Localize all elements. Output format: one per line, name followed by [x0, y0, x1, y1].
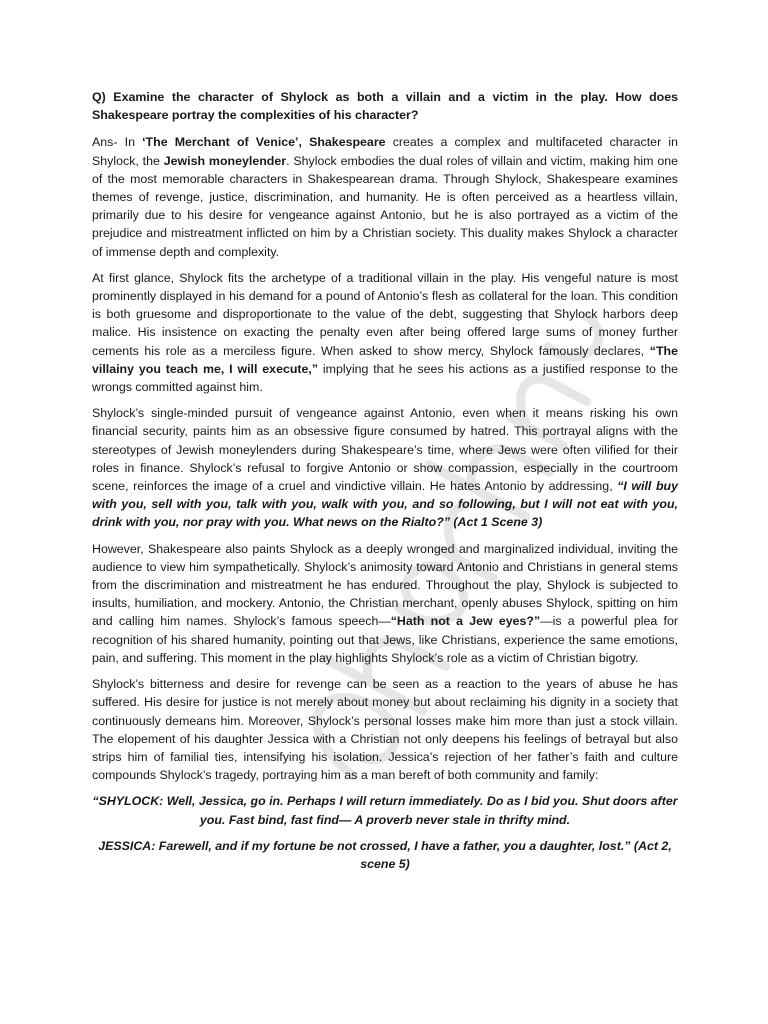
answer-paragraph [92, 133, 678, 260]
text-segment: “I will buy with you, sell with you, talk with you, walk with you, and so following, but I will not eat with you, drink with you, nor pray with you. What news on the Rialto?” (Act 1 Scene 3) [92, 479, 678, 530]
play-quote: “SHYLOCK: Well, Jessica, go in. Perhaps I will return immediately. Do as I bid you. Shut doors after you. Fast bind, fast find— A proverb never stale in thrifty mind. [92, 794, 678, 827]
text-segment: —is a powerful plea for recognition of his shared humanity, pointing out that Jews, like Christians, experience the same emotions, pain, and suffering. This moment in the play highlights Shylock’s role as a victim of Christian bigotry. [92, 614, 678, 665]
text-segment: Ans- In [92, 135, 143, 150]
text-segment: Shylock’s bitterness and desire for revenge can be seen as a reaction to the years of abuse he has suffered. His desire for justice is not merely about money but about reclaiming his dignity in a society that continuously demeans him. Moreover, Shylock’s personal losses make him more than just a stock villain. The elopement of his daughter Jessica with a Christian not only deepens his feelings of betrayal but also strips him of familial ties, intensifying his isolation. Jessica’s rejection of her father’s faith and culture compounds Shylock’s tragedy, portraying him as a man bereft of both community and family: [92, 677, 678, 783]
answer-paragraph [92, 269, 678, 396]
text-segment: “Hath not a Jew eyes?” [390, 614, 541, 629]
text-segment: . Shylock embodies the dual roles of villain and victim, making him one of the most memorable characters in Shakespearean drama. Through Shylock, Shakespeare examines themes of revenge, justice, discrimination, and humanity. He is often perceived as a heartless villain, primarily due to his desire for vengeance against Antonio, but he is also portrayed as a victim of the prejudice and mistreatment inflicted on him by a Christian society. This duality makes Shylock a character of immense depth and complexity. [92, 153, 678, 259]
text-segment: ‘The Merchant of Venice’, Shakespeare [142, 135, 386, 150]
quote-block [92, 792, 678, 873]
text-segment: creates a complex and multifaceted character in Shylock, the [92, 135, 678, 168]
text-segment: implying that he sees his actions as a justified response to the wrongs committed against him. [92, 361, 678, 395]
answer-paragraph [92, 540, 678, 667]
answer-paragraph [92, 404, 678, 531]
text-segment: “The villainy you teach me, I will execute,” [92, 343, 678, 376]
play-quote: JESSICA: Farewell, and if my fortune be not crossed, I have a father, you a daughter, lost.” (Act 2, scene 5) [98, 838, 672, 871]
text-segment: Shylock’s single-minded pursuit of vengeance against Antonio, even when it means risking his own financial security, paints him as an obsessive figure consumed by hatred. This portrayal aligns with the stereotypes of Jewish moneylenders during Shakespeare’s time, where Jews were often vilified for their roles in finance. Shylock’s refusal to forgive Antonio or show compassion, especially in the courtroom scene, reinforces the image of a cruel and vindictive villain. He hates Antonio by addressing, [92, 406, 678, 494]
question-heading: Q) Examine the character of Shylock as both a villain and a victim in the play. How does Shakespeare portray the complexities of his character? [92, 90, 678, 123]
text-segment: However, Shakespeare also paints Shylock as a deeply wronged and marginalized individual, inviting the audience to view him sympathetically. Shylock’s animosity toward Antonio and Christians in general stems from the discrimination and mistreatment he has endured. Throughout the play, Shylock is subjected to insults, humiliation, and mockery. Antonio, the Christian merchant, openly abuses Shylock, spitting on him and calling him names. Shylock’s famous speech— [92, 541, 678, 629]
answer-paragraph [92, 675, 678, 784]
document-page [92, 88, 678, 881]
text-segment: Jewish moneylender [163, 153, 287, 168]
answer-body [92, 133, 678, 784]
text-segment: At first glance, Shylock fits the archetype of a traditional villain in the play. His vengeful nature is most prominently displayed in his demand for a pound of Antonio’s flesh as collateral for the loan. This condition is both gruesome and disproportionate to the value of the debt, suggesting that Shylock harbors deep malice. His insistence on exacting the penalty even after being offered large sums of money further cements his role as a merciless figure. When asked to show mercy, Shylock famously declares, [92, 270, 678, 358]
